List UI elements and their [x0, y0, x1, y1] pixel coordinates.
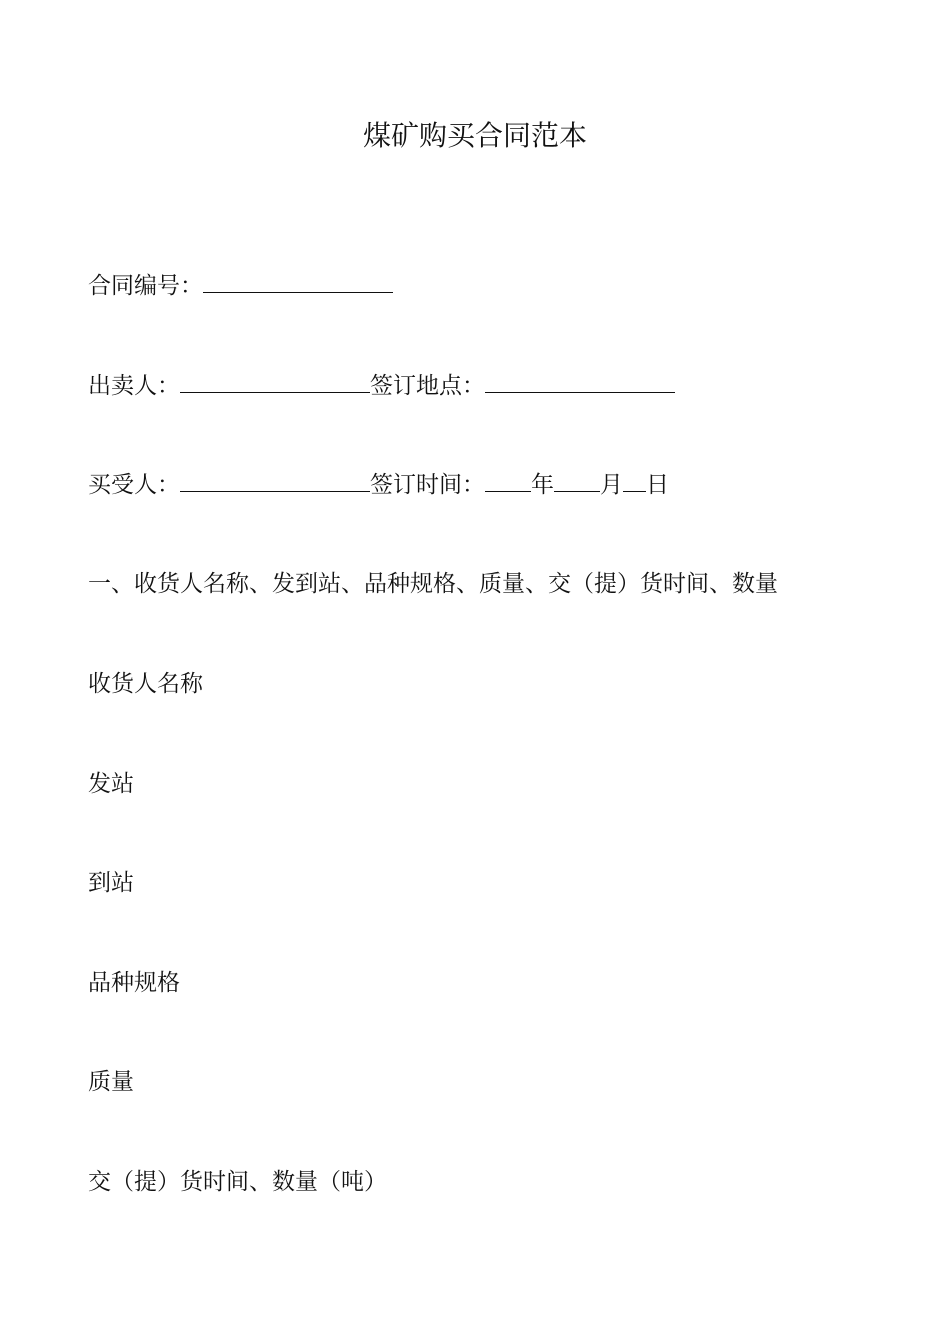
- contract-number-label: 合同编号：: [88, 273, 203, 299]
- sign-place-label: 签订地点：: [370, 373, 485, 399]
- item-departure-station: 发站: [88, 771, 134, 797]
- day-label: 日: [646, 472, 669, 498]
- item-consignee-name: 收货人名称: [88, 671, 203, 697]
- day-blank[interactable]: [623, 469, 646, 492]
- seller-line: [88, 370, 675, 401]
- buyer-blank[interactable]: [180, 469, 370, 492]
- item-quality: 质量: [88, 1069, 134, 1095]
- seller-label: 出卖人：: [88, 373, 180, 399]
- item-delivery-time-quantity: 交（提）货时间、数量（吨）: [88, 1169, 387, 1195]
- item-variety-spec: 品种规格: [88, 970, 180, 996]
- contract-number-blank[interactable]: [203, 270, 393, 293]
- sign-place-blank[interactable]: [485, 370, 675, 393]
- month-label: 月: [600, 472, 623, 498]
- month-blank[interactable]: [554, 469, 600, 492]
- document-title: 煤矿购买合同范本: [362, 119, 587, 152]
- section-1-heading: 一、收货人名称、发到站、品种规格、质量、交（提）货时间、数量: [88, 571, 778, 597]
- sign-time-label: 签订时间：: [370, 472, 485, 498]
- seller-blank[interactable]: [180, 370, 370, 393]
- year-blank[interactable]: [485, 469, 531, 492]
- year-label: 年: [531, 472, 554, 498]
- contract-number-line: [88, 270, 393, 301]
- item-arrival-station: 到站: [88, 870, 134, 896]
- buyer-line: [88, 469, 669, 500]
- buyer-label: 买受人：: [88, 472, 180, 498]
